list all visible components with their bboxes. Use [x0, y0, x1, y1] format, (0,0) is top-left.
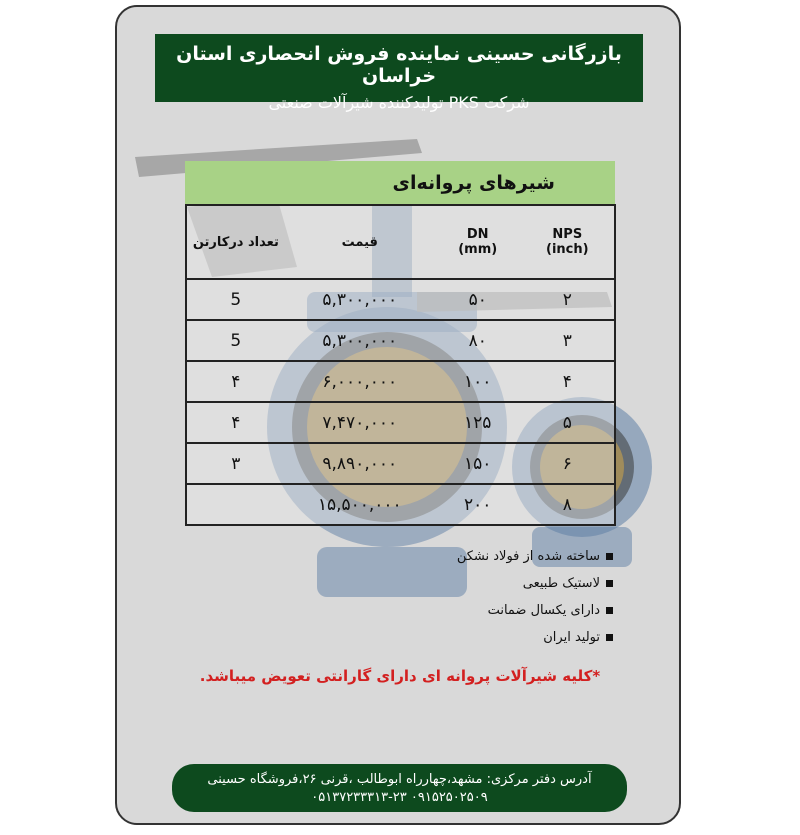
cell-price: ۶,۰۰۰,۰۰۰ — [285, 361, 435, 402]
phone-numbers: ۰۹۱۵۲۵۰۲۵۰۹ ۰۵۱۳۷۲۳۳۳۱۳-۲۳ — [311, 790, 488, 805]
cell-nps: ۴ — [521, 361, 615, 402]
cell-dn: ۲۰۰ — [435, 484, 521, 525]
feature-item — [457, 547, 613, 574]
cell-dn: ۸۰ — [435, 320, 521, 361]
cell-count: ۳ — [186, 443, 285, 484]
feature-item — [457, 628, 613, 655]
square-bullet-icon — [606, 607, 613, 614]
feature-list — [457, 547, 613, 655]
section-title: شیرهای پروانه‌ای — [185, 161, 615, 205]
header-count: تعداد درکارتن — [192, 234, 279, 250]
cell-nps: ۲ — [521, 279, 615, 320]
table-row — [186, 279, 615, 320]
cell-nps: ۸ — [521, 484, 615, 525]
cell-price: ۵,۳۰۰,۰۰۰ — [285, 320, 435, 361]
header-price: قیمت — [341, 234, 378, 250]
company-header — [155, 34, 643, 112]
cell-nps: ۶ — [521, 443, 615, 484]
header-nps: NPS (inch) — [546, 227, 589, 257]
table-row — [186, 320, 615, 361]
company-title: بازرگانی حسینی نماینده فروش انحصاری استان خراسان — [176, 43, 622, 87]
square-bullet-icon — [606, 580, 613, 587]
feature-text: لاستیک طبیعی — [522, 576, 600, 591]
cell-price: ۷,۴۷۰,۰۰۰ — [285, 402, 435, 443]
feature-item — [457, 574, 613, 601]
table-row — [186, 402, 615, 443]
table-row — [186, 361, 615, 402]
table-header-row — [186, 205, 615, 279]
table-row — [186, 484, 615, 525]
cell-nps: ۵ — [521, 402, 615, 443]
square-bullet-icon — [606, 553, 613, 560]
cell-dn: ۱۵۰ — [435, 443, 521, 484]
cell-count — [186, 484, 285, 525]
contact-footer — [172, 764, 627, 812]
cell-count: 5 — [186, 320, 285, 361]
cell-price: ۹,۸۹۰,۰۰۰ — [285, 443, 435, 484]
feature-text: دارای یکسال ضمانت — [487, 603, 600, 618]
cell-count: ۴ — [186, 361, 285, 402]
company-subtitle: شرکت PKS تولیدکننده شیرآلات صنعتی — [268, 93, 530, 112]
cell-count: 5 — [186, 279, 285, 320]
cell-dn: ۱۲۵ — [435, 402, 521, 443]
flyer-card — [115, 5, 681, 825]
cell-dn: ۱۰۰ — [435, 361, 521, 402]
feature-item — [457, 601, 613, 628]
cell-price: ۵,۳۰۰,۰۰۰ — [285, 279, 435, 320]
feature-text: ساخته شده از فولاد نشکن — [456, 549, 600, 564]
price-table — [185, 204, 616, 526]
header-dn: DN (mm) — [458, 227, 498, 257]
warranty-notice: *کلیه شیرآلات پروانه ای دارای گارانتی تعویض میباشد. — [199, 667, 601, 685]
address-text: آدرس دفتر مرکزی: مشهد،چهارراه ابوطالب ،قرنی ۲۶،فروشگاه حسینی — [207, 772, 592, 787]
feature-text: تولید ایران — [543, 630, 600, 645]
table-row — [186, 443, 615, 484]
cell-price: ۱۵,۵۰۰,۰۰۰ — [285, 484, 435, 525]
square-bullet-icon — [606, 634, 613, 641]
cell-dn: ۵۰ — [435, 279, 521, 320]
cell-nps: ۳ — [521, 320, 615, 361]
cell-count: ۴ — [186, 402, 285, 443]
